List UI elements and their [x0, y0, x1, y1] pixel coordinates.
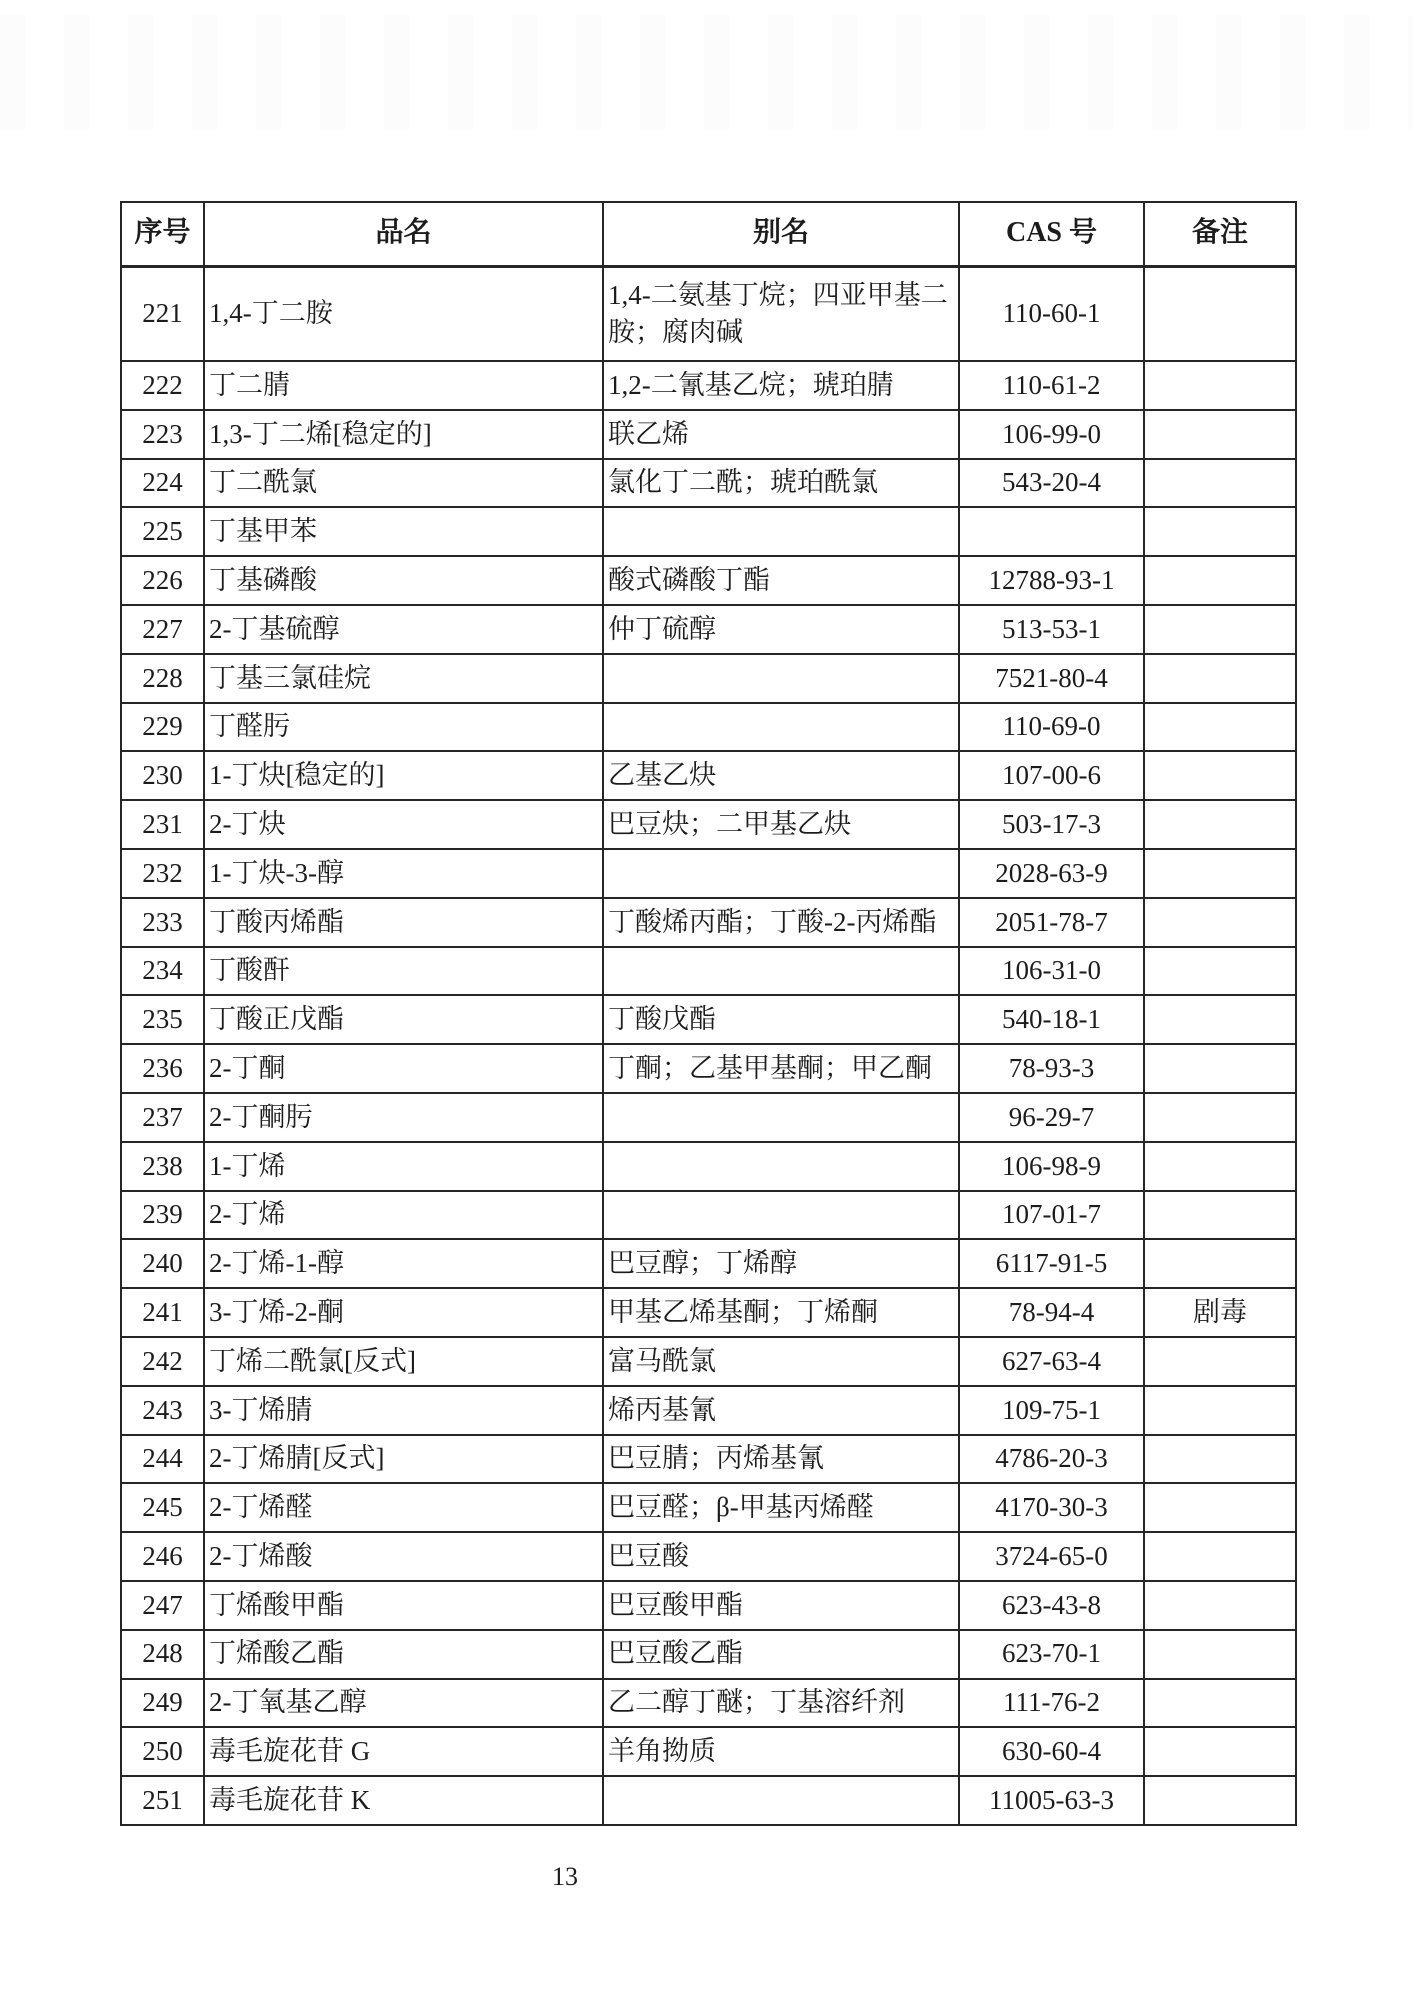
table-row [121, 947, 1296, 996]
remark-cell [1144, 556, 1296, 605]
product-name-cell: 丁酸正戊酯 [204, 995, 603, 1044]
alias-cell: 巴豆酸 [603, 1532, 959, 1581]
alias-cell: 巴豆酸甲酯 [603, 1581, 959, 1630]
cas-number-cell: 107-01-7 [959, 1191, 1144, 1240]
product-name-cell: 2-丁烯醛 [204, 1483, 603, 1532]
product-name-cell: 2-丁炔 [204, 800, 603, 849]
remark-cell [1144, 1386, 1296, 1435]
table-row [121, 898, 1296, 947]
serial-number-cell: 221 [121, 266, 204, 361]
serial-number-cell: 241 [121, 1288, 204, 1337]
cas-number-cell: 503-17-3 [959, 800, 1144, 849]
table-row [121, 1044, 1296, 1093]
serial-number-cell: 242 [121, 1337, 204, 1386]
product-name-cell: 丁基三氯硅烷 [204, 654, 603, 703]
serial-number-cell: 232 [121, 849, 204, 898]
alias-cell [603, 1776, 959, 1825]
alias-cell [603, 703, 959, 752]
serial-number-cell: 226 [121, 556, 204, 605]
serial-number-cell: 231 [121, 800, 204, 849]
product-name-cell: 2-丁烯 [204, 1191, 603, 1240]
column-header-cas-number: CAS 号 [959, 202, 1144, 266]
header-row [121, 202, 1296, 266]
remark-cell [1144, 1776, 1296, 1825]
serial-number-cell: 227 [121, 605, 204, 654]
product-name-cell: 毒毛旋花苷 G [204, 1727, 603, 1776]
remark-cell [1144, 1581, 1296, 1630]
remark-cell [1144, 1483, 1296, 1532]
product-name-cell: 毒毛旋花苷 K [204, 1776, 603, 1825]
alias-cell: 巴豆醇；丁烯醇 [603, 1239, 959, 1288]
cas-number-cell: 106-31-0 [959, 947, 1144, 996]
cas-number-cell: 543-20-4 [959, 459, 1144, 508]
cas-number-cell: 630-60-4 [959, 1727, 1144, 1776]
product-name-cell: 2-丁烯-1-醇 [204, 1239, 603, 1288]
cas-number-cell: 540-18-1 [959, 995, 1144, 1044]
cas-number-cell: 107-00-6 [959, 751, 1144, 800]
remark-cell [1144, 1435, 1296, 1484]
serial-number-cell: 222 [121, 361, 204, 410]
remark-cell [1144, 898, 1296, 947]
serial-number-cell: 225 [121, 507, 204, 556]
cas-number-cell: 110-61-2 [959, 361, 1144, 410]
remark-cell [1144, 654, 1296, 703]
serial-number-cell: 240 [121, 1239, 204, 1288]
column-header-serial-number: 序号 [121, 202, 204, 266]
table-row [121, 703, 1296, 752]
cas-number-cell: 6117-91-5 [959, 1239, 1144, 1288]
remark-cell [1144, 800, 1296, 849]
product-name-cell: 2-丁烯酸 [204, 1532, 603, 1581]
table-row [121, 654, 1296, 703]
alias-cell [603, 947, 959, 996]
serial-number-cell: 251 [121, 1776, 204, 1825]
table-header [121, 202, 1296, 266]
product-name-cell: 丁烯二酰氯[反式] [204, 1337, 603, 1386]
table-row [121, 1239, 1296, 1288]
table-row [121, 1288, 1296, 1337]
alias-cell: 羊角拗质 [603, 1727, 959, 1776]
product-name-cell: 3-丁烯腈 [204, 1386, 603, 1435]
table-row [121, 1191, 1296, 1240]
remark-cell [1144, 1630, 1296, 1679]
table-row [121, 410, 1296, 459]
alias-cell: 乙二醇丁醚；丁基溶纤剂 [603, 1679, 959, 1728]
product-name-cell: 丁醛肟 [204, 703, 603, 752]
product-name-cell: 丁二腈 [204, 361, 603, 410]
cas-number-cell: 513-53-1 [959, 605, 1144, 654]
cas-number-cell: 2051-78-7 [959, 898, 1144, 947]
serial-number-cell: 247 [121, 1581, 204, 1630]
alias-cell: 甲基乙烯基酮；丁烯酮 [603, 1288, 959, 1337]
remark-cell [1144, 995, 1296, 1044]
table-row [121, 507, 1296, 556]
table-row [121, 1386, 1296, 1435]
product-name-cell: 丁烯酸乙酯 [204, 1630, 603, 1679]
cas-number-cell: 623-43-8 [959, 1581, 1144, 1630]
product-name-cell: 2-丁酮 [204, 1044, 603, 1093]
alias-cell [603, 654, 959, 703]
product-name-cell: 丁基甲苯 [204, 507, 603, 556]
table-row [121, 1337, 1296, 1386]
cas-number-cell: 78-93-3 [959, 1044, 1144, 1093]
table-row [121, 849, 1296, 898]
alias-cell: 联乙烯 [603, 410, 959, 459]
column-header-alias: 别名 [603, 202, 959, 266]
serial-number-cell: 244 [121, 1435, 204, 1484]
table-row [121, 995, 1296, 1044]
table-row [121, 361, 1296, 410]
remark-cell [1144, 1679, 1296, 1728]
column-header-product-name: 品名 [204, 202, 603, 266]
remark-cell [1144, 1239, 1296, 1288]
product-name-cell: 丁基磷酸 [204, 556, 603, 605]
remark-cell [1144, 459, 1296, 508]
alias-cell: 富马酰氯 [603, 1337, 959, 1386]
remark-cell [1144, 1727, 1296, 1776]
product-name-cell: 2-丁基硫醇 [204, 605, 603, 654]
scan-artifact [0, 15, 1413, 130]
cas-number-cell: 627-63-4 [959, 1337, 1144, 1386]
serial-number-cell: 243 [121, 1386, 204, 1435]
serial-number-cell: 236 [121, 1044, 204, 1093]
remark-cell [1144, 751, 1296, 800]
serial-number-cell: 235 [121, 995, 204, 1044]
table-row [121, 266, 1296, 361]
table-body [121, 266, 1296, 1825]
cas-number-cell: 623-70-1 [959, 1630, 1144, 1679]
product-name-cell: 2-丁酮肟 [204, 1093, 603, 1142]
serial-number-cell: 224 [121, 459, 204, 508]
product-name-cell: 丁酸丙烯酯 [204, 898, 603, 947]
remark-cell [1144, 605, 1296, 654]
cas-number-cell: 106-99-0 [959, 410, 1144, 459]
serial-number-cell: 234 [121, 947, 204, 996]
remark-cell [1144, 703, 1296, 752]
remark-cell [1144, 1093, 1296, 1142]
serial-number-cell: 229 [121, 703, 204, 752]
cas-number-cell: 96-29-7 [959, 1093, 1144, 1142]
serial-number-cell: 228 [121, 654, 204, 703]
product-name-cell: 丁烯酸甲酯 [204, 1581, 603, 1630]
remark-cell [1144, 947, 1296, 996]
table-row [121, 1679, 1296, 1728]
alias-cell: 酸式磷酸丁酯 [603, 556, 959, 605]
cas-number-cell: 4170-30-3 [959, 1483, 1144, 1532]
table-row [121, 1532, 1296, 1581]
alias-cell [603, 507, 959, 556]
remark-cell [1144, 410, 1296, 459]
product-name-cell: 1-丁炔[稳定的] [204, 751, 603, 800]
table-row [121, 1483, 1296, 1532]
alias-cell: 巴豆腈；丙烯基氰 [603, 1435, 959, 1484]
product-name-cell: 3-丁烯-2-酮 [204, 1288, 603, 1337]
table-row [121, 751, 1296, 800]
cas-number-cell: 12788-93-1 [959, 556, 1144, 605]
remark-cell: 剧毒 [1144, 1288, 1296, 1337]
alias-cell [603, 1142, 959, 1191]
remark-cell [1144, 1337, 1296, 1386]
table-row [121, 556, 1296, 605]
cas-number-cell: 110-69-0 [959, 703, 1144, 752]
product-name-cell: 1-丁烯 [204, 1142, 603, 1191]
serial-number-cell: 237 [121, 1093, 204, 1142]
table-row [121, 1142, 1296, 1191]
cas-number-cell: 111-76-2 [959, 1679, 1144, 1728]
cas-number-cell: 7521-80-4 [959, 654, 1144, 703]
page-number: 13 [552, 1862, 578, 1891]
remark-cell [1144, 1191, 1296, 1240]
remark-cell [1144, 266, 1296, 361]
serial-number-cell: 233 [121, 898, 204, 947]
serial-number-cell: 246 [121, 1532, 204, 1581]
cas-number-cell: 11005-63-3 [959, 1776, 1144, 1825]
cas-number-cell [959, 507, 1144, 556]
alias-cell: 丁酸戊酯 [603, 995, 959, 1044]
product-name-cell: 1,4-丁二胺 [204, 266, 603, 361]
serial-number-cell: 238 [121, 1142, 204, 1191]
serial-number-cell: 230 [121, 751, 204, 800]
alias-cell [603, 1093, 959, 1142]
alias-cell: 丁酮；乙基甲基酮；甲乙酮 [603, 1044, 959, 1093]
table-row [121, 605, 1296, 654]
remark-cell [1144, 507, 1296, 556]
cas-number-cell: 4786-20-3 [959, 1435, 1144, 1484]
product-name-cell: 2-丁烯腈[反式] [204, 1435, 603, 1484]
remark-cell [1144, 1532, 1296, 1581]
serial-number-cell: 248 [121, 1630, 204, 1679]
serial-number-cell: 223 [121, 410, 204, 459]
remark-cell [1144, 1044, 1296, 1093]
serial-number-cell: 249 [121, 1679, 204, 1728]
table-row [121, 1727, 1296, 1776]
cas-number-cell: 3724-65-0 [959, 1532, 1144, 1581]
alias-cell: 1,4-二氨基丁烷；四亚甲基二胺；腐肉碱 [603, 266, 959, 361]
remark-cell [1144, 361, 1296, 410]
table-row [121, 1435, 1296, 1484]
alias-cell [603, 849, 959, 898]
serial-number-cell: 250 [121, 1727, 204, 1776]
alias-cell: 仲丁硫醇 [603, 605, 959, 654]
remark-cell [1144, 849, 1296, 898]
product-name-cell: 1,3-丁二烯[稳定的] [204, 410, 603, 459]
alias-cell: 氯化丁二酰；琥珀酰氯 [603, 459, 959, 508]
alias-cell [603, 1191, 959, 1240]
table-row [121, 1776, 1296, 1825]
alias-cell: 巴豆炔；二甲基乙炔 [603, 800, 959, 849]
alias-cell: 烯丙基氰 [603, 1386, 959, 1435]
table-row [121, 1630, 1296, 1679]
cas-number-cell: 2028-63-9 [959, 849, 1144, 898]
alias-cell: 丁酸烯丙酯；丁酸-2-丙烯酯 [603, 898, 959, 947]
table-row [121, 1093, 1296, 1142]
product-name-cell: 丁酸酐 [204, 947, 603, 996]
remark-cell [1144, 1142, 1296, 1191]
chemicals-table [120, 201, 1297, 1826]
cas-number-cell: 78-94-4 [959, 1288, 1144, 1337]
alias-cell: 巴豆醛；β-甲基丙烯醛 [603, 1483, 959, 1532]
product-name-cell: 1-丁炔-3-醇 [204, 849, 603, 898]
column-header-remark: 备注 [1144, 202, 1296, 266]
cas-number-cell: 106-98-9 [959, 1142, 1144, 1191]
alias-cell: 乙基乙炔 [603, 751, 959, 800]
table-row [121, 1581, 1296, 1630]
table-row [121, 800, 1296, 849]
table-row [121, 459, 1296, 508]
serial-number-cell: 239 [121, 1191, 204, 1240]
alias-cell: 巴豆酸乙酯 [603, 1630, 959, 1679]
alias-cell: 1,2-二氰基乙烷；琥珀腈 [603, 361, 959, 410]
product-name-cell: 2-丁氧基乙醇 [204, 1679, 603, 1728]
cas-number-cell: 109-75-1 [959, 1386, 1144, 1435]
cas-number-cell: 110-60-1 [959, 266, 1144, 361]
product-name-cell: 丁二酰氯 [204, 459, 603, 508]
serial-number-cell: 245 [121, 1483, 204, 1532]
